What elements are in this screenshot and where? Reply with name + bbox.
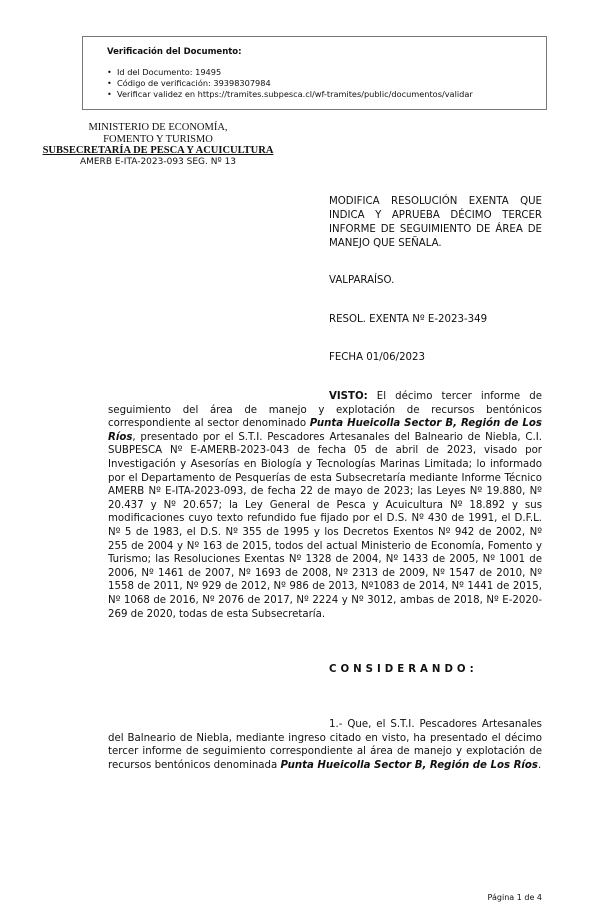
verification-title: Verificación del Documento: bbox=[107, 47, 242, 57]
ministry-line-2: FOMENTO Y TURISMO bbox=[103, 133, 213, 145]
ministry-line-1: MINISTERIO DE ECONOMÍA, bbox=[88, 122, 228, 133]
considerando-p1-place: Punta Hueicolla Sector B, Región de Los Ríos bbox=[280, 759, 538, 771]
considerando-p1-end: . bbox=[538, 759, 542, 771]
verification-box bbox=[82, 36, 547, 110]
verification-link[interactable]: • Verificar validez en https://tramites.subpesca.cl/wf-tramites/public/documentos/validar bbox=[107, 89, 546, 100]
page-number: Página 1 de 4 bbox=[487, 893, 542, 902]
considerando-p1-text: 1.- Que, el S.T.I. Pescadores Artesanales del Balneario de Niebla, mediante ingreso citado en visto, ha presentado el décimo tercer informe de seguimiento correspondiente al área de manejo y explotación de recursos bentónicos denominada bbox=[108, 719, 542, 771]
resolution-title: MODIFICA RESOLUCIÓN EXENTA QUE INDICA Y APRUEBA DÉCIMO TERCER INFORME DE SEGUIMIENTO DE ÁREA DE MANEJO QUE SEÑALA. bbox=[329, 196, 542, 249]
visto-paragraph bbox=[108, 390, 542, 621]
considerando-heading: CONSIDERANDO: bbox=[329, 664, 478, 675]
visto-place: Punta Hueicolla Sector B, Región de Los Ríos bbox=[108, 418, 542, 443]
subsecretaria-name: SUBSECRETARÍA DE PESCA Y ACUICULTURA bbox=[42, 145, 274, 156]
verification-code: • Código de verificación: 39398307984 bbox=[107, 78, 546, 89]
visto-label: VISTO: bbox=[329, 391, 368, 402]
amerb-reference: AMERB E-ITA-2023-093 SEG. Nº 13 bbox=[79, 156, 237, 167]
document-id: • Id del Documento: 19495 bbox=[107, 67, 546, 78]
verification-list bbox=[107, 67, 546, 100]
visto-text-2: , presentado por el S.T.I. Pescadores Artesanales del Balneario de Niebla, C.I. SUBPESCA Nº E-AMERB-2023-043 de fecha 05 de abril de 2023, visado por Investigación y Asesorías en Biología y Tecnologías Marinas Limitada; lo informado por el Departamento de Pesquerías de esta Subsecretaría mediante Informe Técnico AMERB Nº E-ITA-2023-093, de fecha 22 de mayo de 2023; las Leyes Nº 19.880, Nº 20.437 y Nº 20.657; la Ley General de Pesca y Acuicultura Nº 18.892 y sus modificaciones cuyo texto refundido fue fijado por el D.S. Nº 430 de 1991, el D.F.L. Nº 5 de 1983, el D.S. Nº 355 de 1995 y los Decretos Exentos Nº 942 de 2002, Nº 255 de 2004 y Nº 163 de 2015, todos del actual Ministerio de Economía, Fomento y Turismo; las Resoluciones Exentas Nº 1328 de 2004, Nº 1433 de 2005, Nº 1001 de 2006, Nº 1461 de 2007, Nº 1693 de 2008, Nº 2313 de 2009, Nº 1547 de 2010, Nº 1558 de 2011, Nº 929 de 2012, Nº 986 de 2013, Nº1083 de 2014, Nº 1441 de 2015, Nº 1068 de 2016, Nº 2076 de 2017, Nº 2224 y Nº 3012, ambas de 2018, Nº E-2020-269 de 2020, todas de esta Subsecretaría. bbox=[108, 431, 542, 620]
resolution-date: FECHA 01/06/2023 bbox=[329, 352, 425, 363]
resolution-city: VALPARAÍSO. bbox=[329, 275, 395, 286]
resolution-number: RESOL. EXENTA Nº E-2023-349 bbox=[329, 314, 488, 325]
ministry-header bbox=[36, 122, 280, 168]
considerando-paragraph-1 bbox=[108, 718, 542, 772]
visto-text-1: El décimo tercer informe de seguimiento del área de manejo y explotación de recursos bentónicos correspondiente al sector denominado bbox=[108, 391, 542, 430]
